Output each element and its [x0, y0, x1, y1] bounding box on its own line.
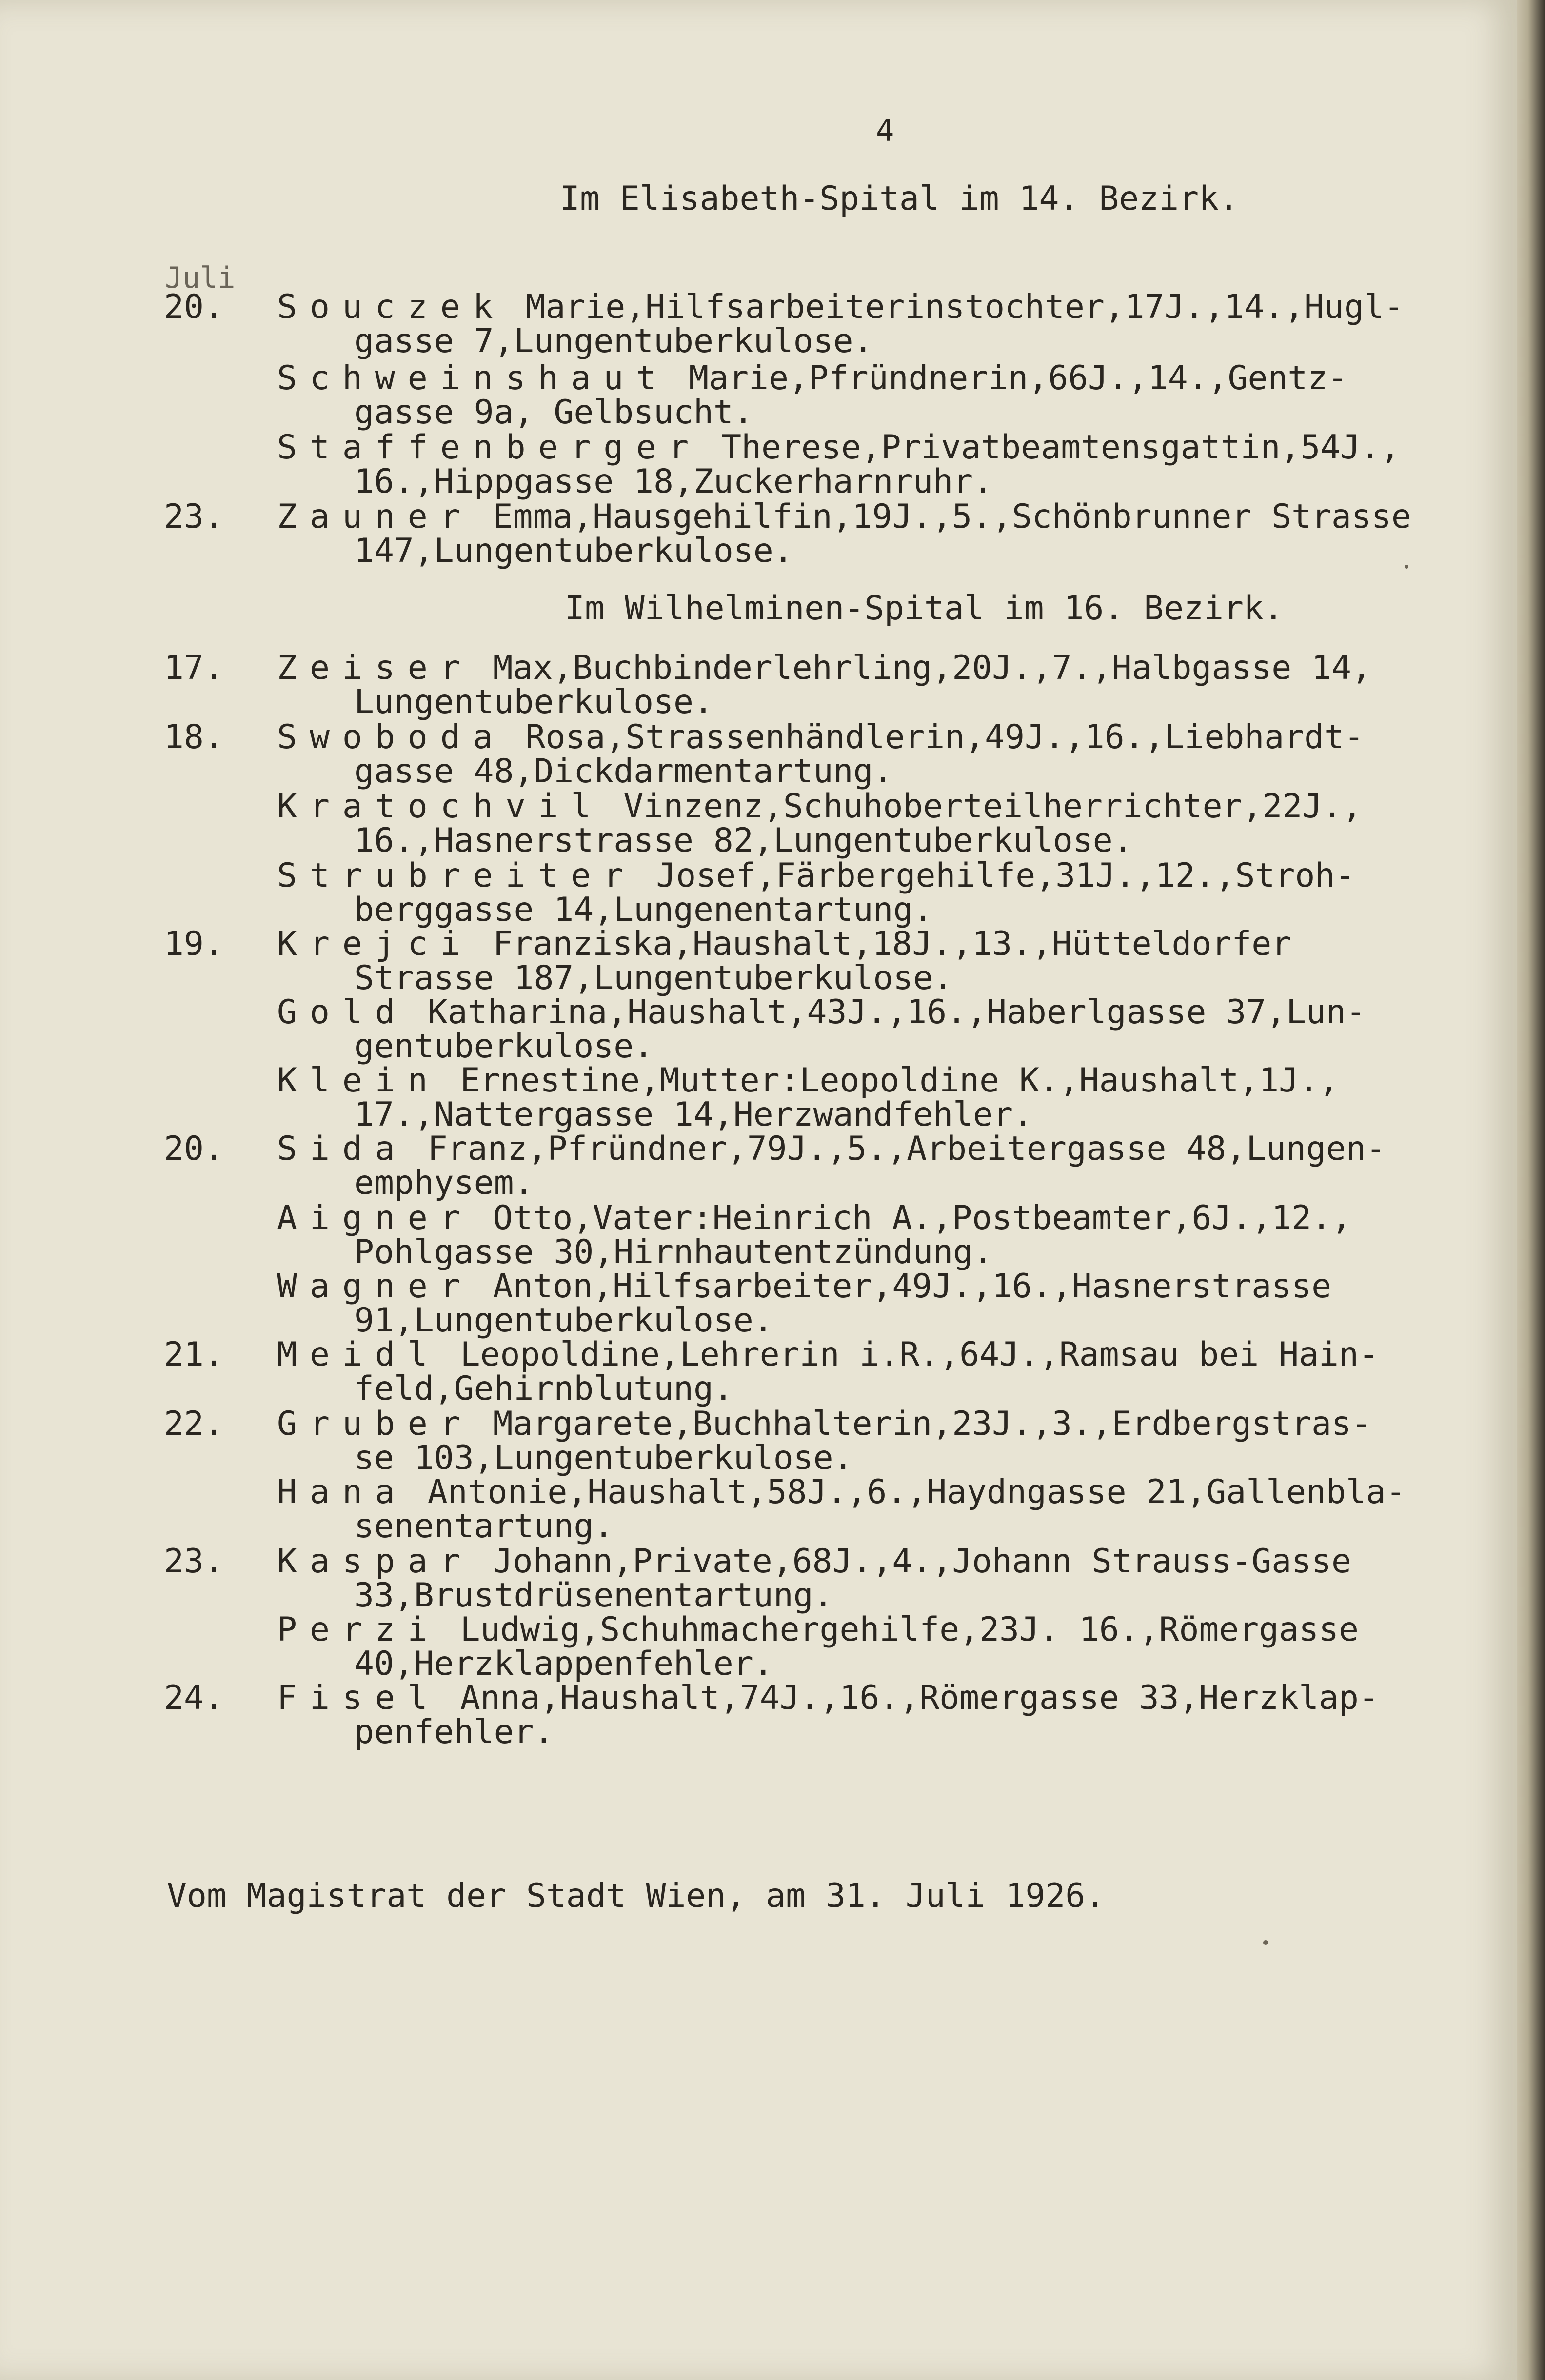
entry-surname: Strubreiter: [277, 856, 636, 895]
entry-first-line: [277, 927, 1477, 961]
entry-text: [277, 787, 1477, 860]
entry-details: Josef,Färbergehilfe,31J.,12.,Stroh-: [636, 856, 1355, 895]
entry-continuation-line: 33,Brustdrüsenentartung.: [354, 1576, 833, 1615]
entry-continuation-line: 91,Lungentuberkulose.: [354, 1301, 773, 1340]
entry-day: 18.: [164, 718, 224, 756]
entry-continuation-line: 147,Lungentuberkulose.: [354, 532, 793, 570]
entry-details: Therese,Privatbeamtensgattin,54J.,: [701, 428, 1401, 467]
entry-first-line: [277, 856, 1477, 895]
entry-continuation-line: Strasse 187,Lungentuberkulose.: [354, 959, 953, 997]
entry-text: [277, 858, 1477, 927]
entry-details: Emma,Hausgehilfin,19J.,5.,Schönbrunner Strasse: [473, 497, 1411, 536]
entry-details: Katharina,Haushalt,43J.,16.,Haberlgasse 37,Lun-: [407, 993, 1366, 1031]
entry-text: [277, 1267, 1477, 1340]
entry-continuation-line: gasse 7,Lungentuberkulose.: [354, 322, 873, 360]
page-edge: [1517, 0, 1545, 2380]
section-heading-elisabeth: Im Elisabeth-Spital im 14. Bezirk.: [560, 179, 1239, 218]
entry-continuation-line: 40,Herzklappenfehler.: [354, 1645, 773, 1683]
entry-day: 21.: [164, 1335, 224, 1374]
entry-details: Margarete,Buchhalterin,23J.,3.,Erdbergstras-: [473, 1405, 1371, 1443]
entry-text: [277, 1061, 1477, 1134]
entry-surname: Zeiser: [277, 649, 473, 687]
entry-first-line: [277, 1335, 1477, 1374]
entry-continuation-line: 17.,Nattergasse 14,Herzwandfehler.: [354, 1095, 1033, 1134]
entry-first-line: [277, 1201, 1477, 1235]
entry-text: [277, 1681, 1477, 1749]
entry-day: 19.: [164, 925, 224, 963]
entry-text: [277, 1201, 1477, 1269]
entry-first-line: [277, 1610, 1477, 1649]
entry-first-line: [277, 1475, 1477, 1509]
entry-text: [277, 1131, 1477, 1200]
entry-text: [277, 290, 1477, 358]
entry-surname: Kaspar: [277, 1542, 473, 1581]
month-label: Juli: [165, 261, 236, 295]
entry-day: 23.: [164, 497, 224, 536]
entry-surname: Meidl: [277, 1335, 440, 1374]
entry-surname: Staffenberger: [277, 428, 702, 467]
entry-details: Ernestine,Mutter:Leopoldine K.,Haushalt,1J.,: [440, 1061, 1339, 1100]
entry-continuation-line: Pohlgasse 30,Hirnhautentzündung.: [354, 1233, 993, 1271]
entry-text: [277, 1542, 1477, 1615]
entry-details: Anton,Hilfsarbeiter,49J.,16.,Hasnerstrasse: [473, 1267, 1332, 1306]
entry-text: [277, 718, 1477, 791]
entry-surname: Sida: [277, 1130, 408, 1168]
page-number: 4: [876, 113, 894, 148]
entry-first-line: [277, 290, 1477, 324]
entry-details: Franz,Pfründner,79J.,5.,Arbeitergasse 48,Lungen-: [407, 1130, 1386, 1168]
entry-continuation-line: 16.,Hippgasse 18,Zuckerharnruhr.: [354, 462, 993, 501]
entry-first-line: [277, 1407, 1477, 1441]
entry-continuation-line: penfehler.: [354, 1713, 554, 1751]
entry-continuation-line: gasse 48,Dickdarmentartung.: [354, 752, 893, 791]
entry-continuation-line: Lungentuberkulose.: [354, 683, 713, 721]
entry-text: [277, 1337, 1477, 1406]
entry-first-line: [277, 428, 1477, 467]
entry-continuation-line: gasse 9a, Gelbsucht.: [354, 393, 753, 432]
entry-details: Franziska,Haushalt,18J.,13.,Hütteldorfer: [473, 925, 1292, 963]
entry-surname: Kratochvil: [277, 787, 604, 826]
entry-surname: Gold: [277, 993, 408, 1031]
entry-continuation-line: 16.,Hasnerstrasse 82,Lungentuberkulose.: [354, 821, 1133, 860]
entry-details: Leopoldine,Lehrerin i.R.,64J.,Ramsau bei Hain-: [440, 1335, 1379, 1374]
entry-first-line: [277, 651, 1477, 685]
entry-surname: Perzi: [277, 1610, 440, 1649]
entry-details: Johann,Private,68J.,4.,Johann Strauss-Gasse: [473, 1542, 1351, 1581]
entry-text: [277, 651, 1477, 719]
entry-text: [277, 1407, 1477, 1475]
entry-first-line: [277, 1681, 1477, 1715]
entry-continuation-line: feld,Gehirnblutung.: [354, 1369, 733, 1408]
entry-surname: Hana: [277, 1473, 408, 1511]
entry-text: [277, 927, 1477, 995]
entry-details: Ludwig,Schuhmachergehilfe,23J. 16.,Römergasse: [440, 1610, 1359, 1649]
entry-details: Marie,Hilfsarbeiterinstochter,17J.,14.,Hugl-: [505, 288, 1404, 326]
entry-first-line: [277, 1267, 1477, 1306]
entry-surname: Klein: [277, 1061, 440, 1100]
entry-first-line: [277, 361, 1477, 395]
entry-day: 22.: [164, 1405, 224, 1443]
entry-first-line: [277, 720, 1477, 754]
entry-text: [277, 1612, 1477, 1681]
entry-details: Otto,Vater:Heinrich A.,Postbeamter,6J.,12.,: [473, 1199, 1351, 1237]
entry-continuation-line: senentartung.: [354, 1507, 614, 1546]
entry-details: Rosa,Strassenhändlerin,49J.,16.,Liebhardt-: [505, 718, 1364, 756]
entry-continuation-line: emphysem.: [354, 1164, 534, 1202]
entry-details: Antonie,Haushalt,58J.,6.,Haydngasse 21,Gallenbla-: [407, 1473, 1406, 1511]
ink-speck: [1263, 1940, 1268, 1945]
footer-signature-line: Vom Magistrat der Stadt Wien, am 31. Juli 1926.: [167, 1877, 1106, 1915]
entry-details: Anna,Haushalt,74J.,16.,Römergasse 33,Herzklap-: [440, 1679, 1379, 1717]
entry-surname: Gruber: [277, 1405, 473, 1443]
entry-surname: Swoboda: [277, 718, 506, 756]
entry-day: 23.: [164, 1542, 224, 1581]
entry-surname: Krejci: [277, 925, 473, 963]
entry-day: 20.: [164, 1130, 224, 1168]
entry-continuation-line: berggasse 14,Lungenentartung.: [354, 891, 933, 929]
entry-first-line: [277, 995, 1477, 1029]
entry-first-line: [277, 499, 1477, 534]
entry-text: [277, 428, 1477, 501]
section-heading-wilhelminen: Im Wilhelminen-Spital im 16. Bezirk.: [565, 589, 1284, 628]
entry-text: [277, 1473, 1477, 1546]
entry-first-line: [277, 787, 1477, 826]
entry-details: Max,Buchbinderlehrling,20J.,7.,Halbgasse 14,: [473, 649, 1371, 687]
entry-details: Marie,Pfründnerin,66J.,14.,Gentz-: [669, 359, 1348, 397]
entry-surname: Souczek: [277, 288, 506, 326]
entry-first-line: [277, 1131, 1477, 1166]
entry-surname: Fisel: [277, 1679, 440, 1717]
entry-surname: Zauner: [277, 497, 473, 536]
entry-surname: Schweinshaut: [277, 359, 669, 397]
entry-day: 17.: [164, 649, 224, 687]
entry-details: Vinzenz,Schuhoberteilherrichter,22J.,: [603, 787, 1363, 826]
entry-day: 20.: [164, 288, 224, 326]
entry-text: [277, 359, 1477, 432]
entry-text: [277, 993, 1477, 1066]
entry-surname: Wagner: [277, 1267, 473, 1306]
entry-day: 24.: [164, 1679, 224, 1717]
entry-first-line: [277, 1061, 1477, 1100]
entry-surname: Aigner: [277, 1199, 473, 1237]
entry-text: [277, 499, 1477, 568]
entry-continuation-line: se 103,Lungentuberkulose.: [354, 1439, 853, 1477]
entry-first-line: [277, 1542, 1477, 1581]
entry-continuation-line: gentuberkulose.: [354, 1027, 654, 1066]
